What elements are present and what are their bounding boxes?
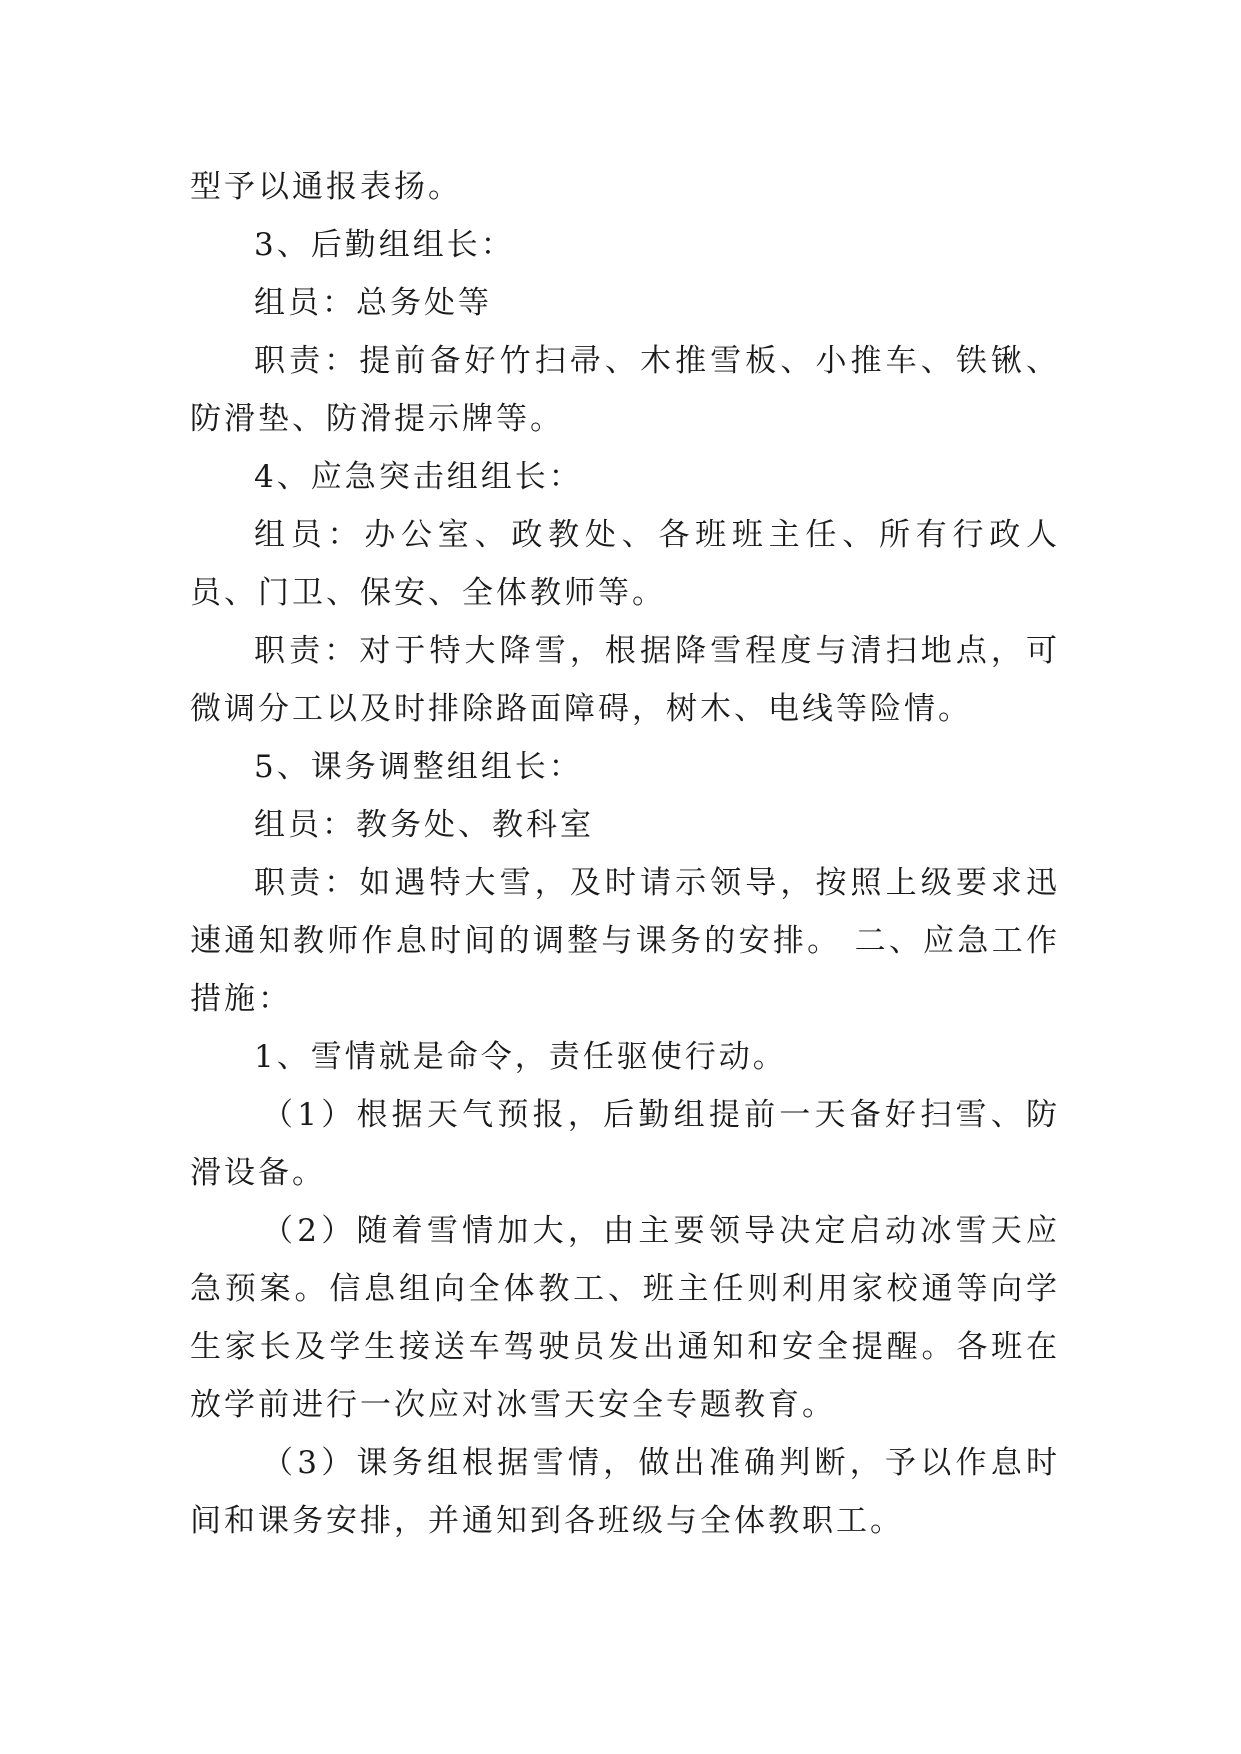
emergency-task-group-members: 组员：办公室、政教处、各班班主任、所有行政人员、门卫、保安、全体教师等。 — [190, 517, 1060, 611]
document-body — [190, 158, 1060, 1550]
course-adjustment-group-duties: 职责：如遇特大雪，及时请示领导，按照上级要求迅速通知教师作息时间的调整与课务的安排。 二、应急工作措施： — [190, 865, 1060, 1017]
measure-1-item-2: （2）随着雪情加大，由主要领导决定启动冰雪天应急预案。信息组向全体教工、班主任则利用家校通等向学生家长及学生接送车驾驶员发出通知和安全提醒。各班在放学前进行一次应对冰雪天安全专题教育。 — [190, 1213, 1060, 1423]
logistics-group-duties: 职责：提前备好竹扫帚、木推雪板、小推车、铁锹、防滑垫、防滑提示牌等。 — [190, 343, 1060, 437]
course-adjustment-group-members: 组员：教务处、教科室 — [254, 807, 594, 843]
logistics-group-members: 组员：总务处等 — [254, 285, 492, 321]
measure-1-item-1: （1）根据天气预报，后勤组提前一天备好扫雪、防滑设备。 — [190, 1097, 1060, 1191]
heading-emergency-task-group-leader: 4、应急突击组组长： — [254, 459, 583, 495]
heading-course-adjustment-group-leader: 5、课务调整组组长： — [254, 749, 583, 785]
paragraph-continuation: 型予以通报表扬。 — [190, 169, 462, 205]
measure-1-item-3: （3）课务组根据雪情，做出准确判断，予以作息时间和课务安排，并通知到各班级与全体教职工。 — [190, 1445, 1060, 1539]
heading-logistics-group-leader: 3、后勤组组长： — [254, 227, 515, 263]
measure-1-heading: 1、雪情就是命令，责任驱使行动。 — [254, 1039, 787, 1075]
emergency-task-group-duties: 职责：对于特大降雪，根据降雪程度与清扫地点，可微调分工以及时排除路面障碍，树木、电线等险情。 — [190, 633, 1060, 727]
